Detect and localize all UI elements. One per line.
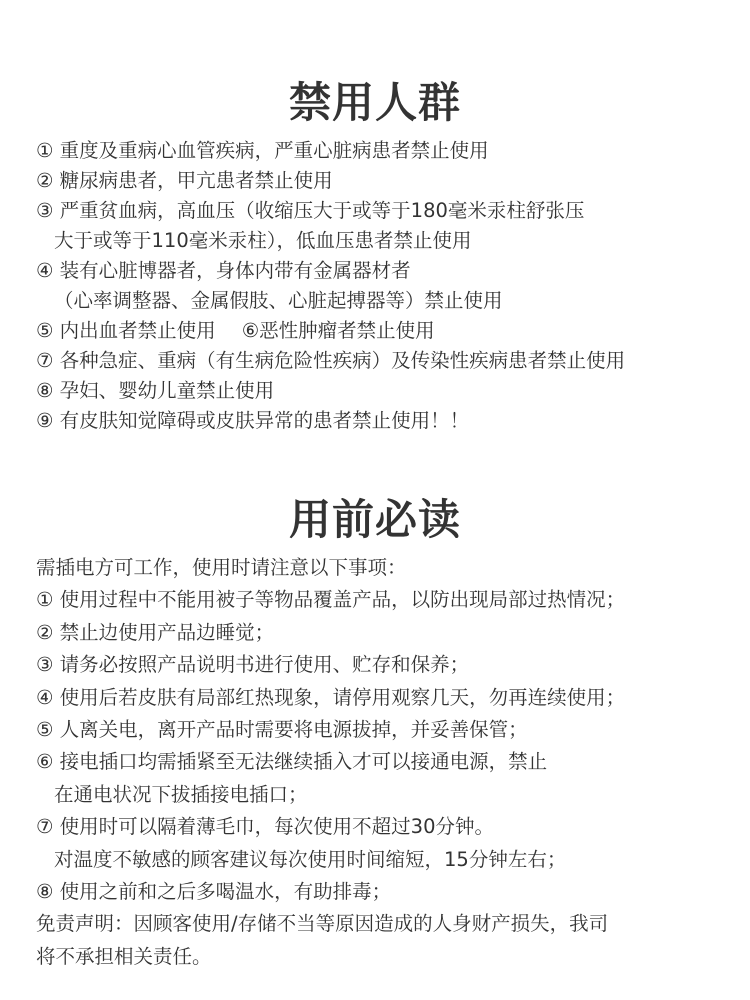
list-item: ⑤ 内出血者禁止使用 (36, 319, 216, 342)
list-item: ⑦ 使用时可以隔着薄毛巾，每次使用不超过30分钟。 (36, 815, 494, 839)
prohibited-groups-list (36, 136, 736, 436)
list-item: ⑨ 有皮肤知觉障碍或皮肤异常的患者禁止使用！！ (36, 409, 470, 432)
section-title-read-before-use: 用前必读 (288, 495, 461, 544)
list-item-continuation: 在通电状况下拔插接电插口； (54, 782, 308, 806)
list-item-pair (36, 316, 736, 346)
list-item: ④ 装有心脏博器者，身体内带有金属器材者 (36, 259, 411, 282)
list-item: ⑤ 人离关电，离开产品时需要将电源拔掉，并妥善保管； (36, 717, 528, 741)
list-item: ⑥恶性肿瘤者禁止使用 (241, 319, 435, 342)
list-item-continuation: 大于或等于110毫米汞柱），低血压患者禁止使用 (54, 229, 472, 252)
read-before-use-list (36, 552, 736, 973)
list-item: ② 糖尿病患者，甲亢患者禁止使用 (36, 169, 333, 192)
intro-text: 需插电方可工作，使用时请注意以下事项： (36, 556, 407, 579)
list-item: ① 使用过程中不能用被子等物品覆盖产品，以防出现局部过热情况； (36, 588, 626, 612)
list-item: ① 重度及重病心血管疾病，严重心脏病患者禁止使用 (36, 139, 489, 162)
list-item: ⑦ 各种急症、重病（有生病危险性疾病）及传染性疾病患者禁止使用 (36, 349, 626, 372)
section-title-prohibited-groups: 禁用人群 (288, 78, 461, 127)
list-item: ⑥ 接电插口均需插紧至无法继续插入才可以接通电源，禁止 (36, 750, 548, 774)
list-item-continuation: （心率调整器、金属假肢、心脏起搏器等）禁止使用 (54, 289, 503, 312)
list-item: ② 禁止边使用产品边睡觉； (36, 620, 275, 644)
list-item-continuation: 对温度不敏感的顾客建议每次使用时间缩短，15分钟左右； (54, 847, 567, 871)
disclaimer-text-continuation: 将不承担相关责任。 (36, 944, 212, 968)
list-item: ④ 使用后若皮肤有局部红热现象，请停用观察几天，勿再连续使用； (36, 685, 626, 709)
list-item: ③ 严重贫血病，高血压（收缩压大于或等于180毫米汞柱舒张压 (36, 199, 585, 222)
list-item: ⑧ 孕妇、婴幼儿童禁止使用 (36, 379, 275, 402)
list-item: ③ 请务必按照产品说明书进行使用、贮存和保养； (36, 653, 470, 677)
disclaimer-text: 免责声明：因顾客使用/存储不当等原因造成的人身财产损失，我司 (36, 912, 609, 936)
list-item: ⑧ 使用之前和之后多喝温水，有助排毒； (36, 879, 392, 903)
